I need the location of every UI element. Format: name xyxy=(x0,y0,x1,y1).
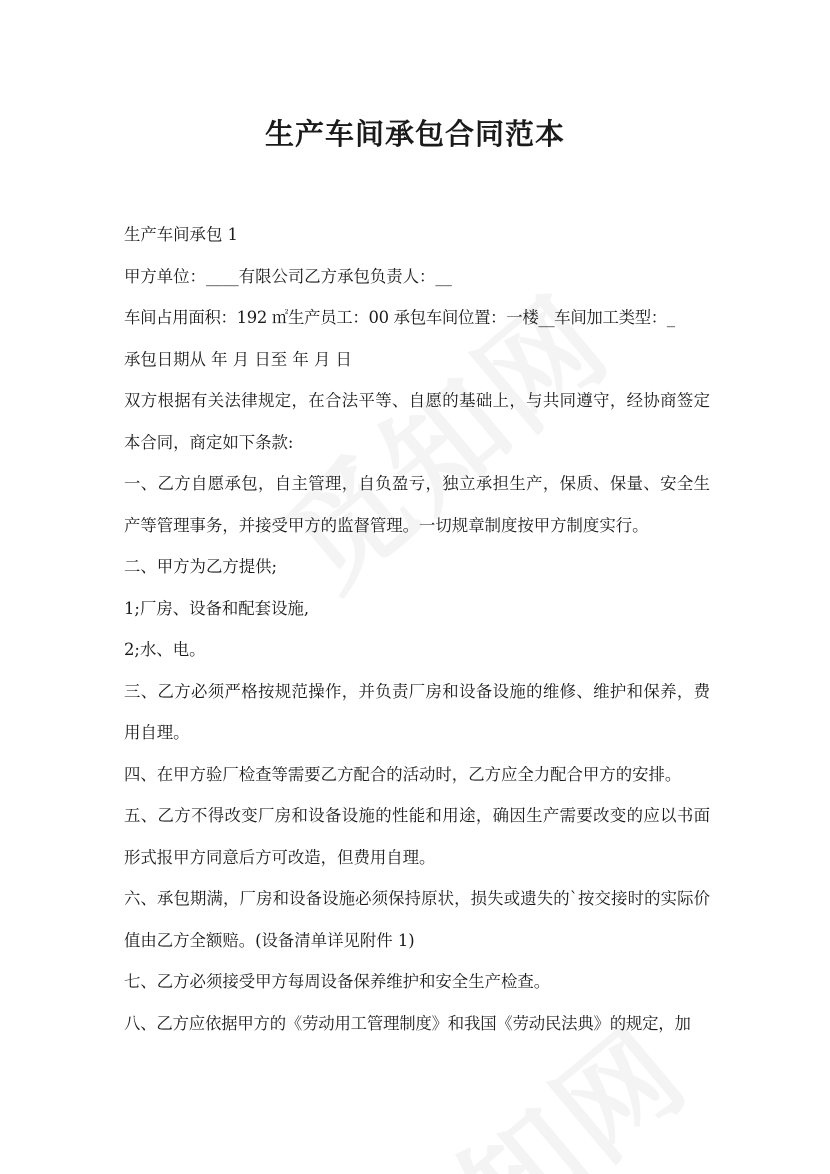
paragraph-clause-3: 三、乙方必须严格按规范操作，并负责厂房和设备设施的维修、维护和保养，费用自理。 xyxy=(124,681,710,742)
document-body xyxy=(124,214,710,1044)
document-title: 生产车间承包合同范本 xyxy=(264,117,565,151)
paragraph-parties: 甲方单位：____有限公司乙方承包负责人：__ xyxy=(124,266,452,286)
paragraph-clause-2-item-1: 1;厂房、设备和配套设施, xyxy=(124,598,310,618)
paragraph-clause-2-item-2: 2;水、电。 xyxy=(124,640,206,659)
paragraph-clause-2: 二、甲方为乙方提供; xyxy=(124,557,278,576)
paragraph-clause-6: 六、承包期满，厂房和设备设施必须保持原状，损失或遗失的`按交接时的实际价值由乙方全额赔。(设备清单详见附件 1) xyxy=(124,889,710,950)
paragraph-clause-4: 四、在甲方验厂检查等需要乙方配合的活动时，乙方应全力配合甲方的安排。 xyxy=(124,764,682,784)
paragraph-clause-5: 五、乙方不得改变厂房和设备设施的性能和用途，确因生产需要改变的应以书面形式报甲方同意后方可改造，但费用自理。 xyxy=(124,806,710,867)
paragraph-contract-period: 承包日期从 年 月 日至 年 月 日 xyxy=(124,349,352,369)
paragraph-clause-7: 七、乙方必须接受甲方每周设备保养维护和安全生产检查。 xyxy=(124,972,551,991)
paragraph-preamble: 双方根据有关法律规定，在合法平等、自愿的基础上，与共同遵守，经协商签定本合同，商定如下条款: xyxy=(124,391,710,452)
paragraph-clause-1: 一、乙方自愿承包，自主管理，自负盈亏，独立承担生产，保质、保量、安全生产等管理事务，并接受甲方的监督管理。一切规章制度按甲方制度实行。 xyxy=(124,474,710,535)
paragraph-clause-8: 八、乙方应依据甲方的《劳动用工管理制度》和我国《劳动民法典》的规定，加 xyxy=(124,1013,691,1033)
paragraph-workshop-info: 车间占用面积：192 ㎡生产员工：00 承包车间位置：一楼__车间加工类型：_ xyxy=(124,308,675,327)
paragraph-heading: 生产车间承包 1 xyxy=(124,225,238,244)
